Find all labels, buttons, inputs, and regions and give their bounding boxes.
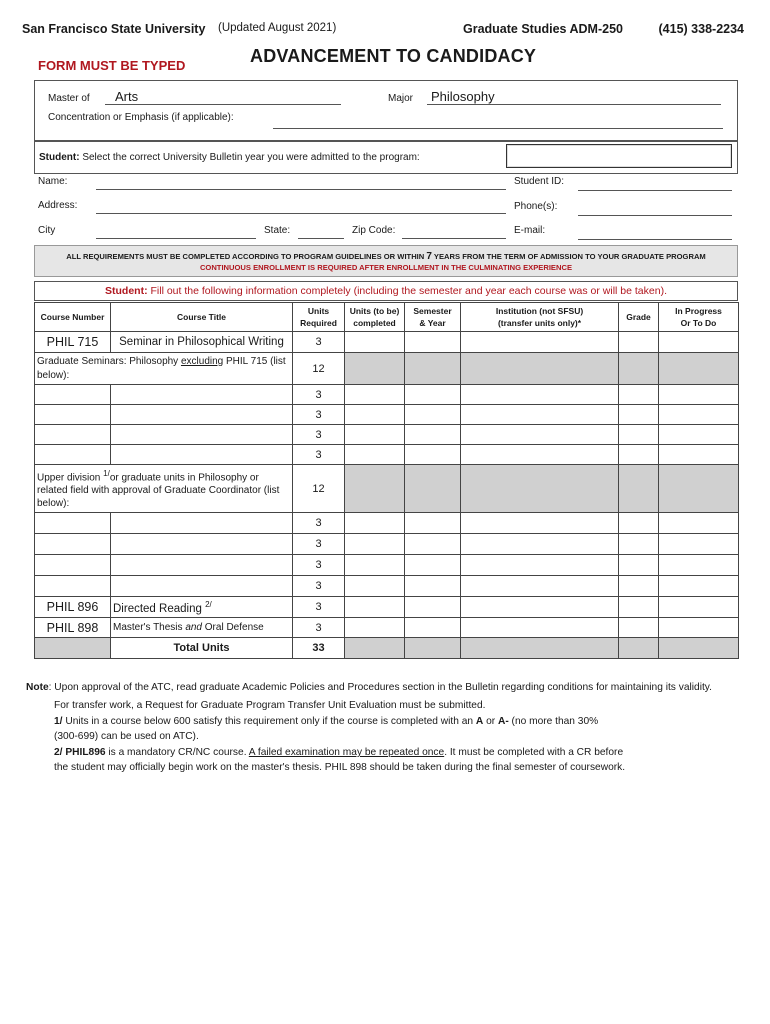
semester-cell[interactable] — [405, 576, 461, 597]
grad-seminars-description — [35, 353, 293, 385]
grade-cell[interactable] — [619, 405, 659, 425]
shaded-cell — [345, 465, 405, 513]
notice-years: 7 — [426, 251, 432, 262]
shaded-cell — [619, 638, 659, 659]
table-row-grad-seminars — [35, 353, 739, 385]
institution-cell[interactable] — [461, 385, 619, 405]
semester-cell[interactable] — [405, 445, 461, 465]
units-required-cell: 3 — [293, 445, 345, 465]
page-title: ADVANCEMENT TO CANDIDACY — [250, 46, 537, 66]
table-row — [35, 425, 739, 445]
table-row — [35, 555, 739, 576]
table-row-total — [35, 638, 739, 659]
course-title-cell: Seminar in Philosophical Writing — [111, 332, 293, 353]
course-title-cell[interactable] — [111, 425, 293, 445]
name-field[interactable] — [96, 189, 506, 190]
units-required-cell: 3 — [293, 534, 345, 555]
upper-division-text-a: Upper division — [37, 472, 104, 484]
in-progress-cell[interactable] — [659, 385, 739, 405]
course-title-cell — [111, 597, 293, 618]
units-required-cell: 3 — [293, 405, 345, 425]
semester-cell[interactable] — [405, 405, 461, 425]
grad-seminars-text-b: PHIL 715 (list below): — [37, 355, 286, 381]
grade-cell[interactable] — [619, 576, 659, 597]
header-units-completed-2: completed — [353, 318, 396, 328]
shaded-cell — [345, 353, 405, 385]
footnote-2-mark: 2/ — [54, 747, 63, 758]
units-required-cell: 12 — [293, 465, 345, 513]
shaded-cell — [405, 638, 461, 659]
grade-cell[interactable] — [619, 332, 659, 353]
table-row — [35, 405, 739, 425]
notice-text-a: ALL REQUIREMENTS MUST BE COMPLETED ACCORDING TO PROGRAM GUIDELINES OR WITHIN — [66, 252, 427, 261]
zip-label: Zip Code: — [352, 225, 396, 236]
table-row-upper-division — [35, 465, 739, 513]
semester-cell[interactable] — [405, 513, 461, 534]
footnote-1-text-a: Units in a course below 600 satisfy this requirement only if the course is completed with an — [62, 716, 476, 727]
in-progress-cell[interactable] — [659, 405, 739, 425]
course-number-cell[interactable] — [35, 534, 111, 555]
shaded-cell — [345, 638, 405, 659]
course-title-cell[interactable] — [111, 576, 293, 597]
units-completed-cell[interactable] — [345, 405, 405, 425]
major-label: Major — [388, 93, 414, 104]
page-header — [22, 22, 744, 40]
header-institution-1: Institution (not SFSU) — [495, 306, 584, 316]
in-progress-cell[interactable] — [659, 425, 739, 445]
course-number-cell[interactable] — [35, 405, 111, 425]
note-label: Note — [26, 682, 49, 693]
bulletin-label — [39, 152, 420, 163]
shaded-cell — [619, 465, 659, 513]
units-completed-cell[interactable] — [345, 576, 405, 597]
in-progress-cell[interactable] — [659, 534, 739, 555]
master-of-field-line — [105, 104, 341, 105]
note-text: : Upon approval of the ATC, read graduate Academic Policies and Procedures section in the Bulletin regarding conditions for maintaining its validity. — [48, 682, 712, 693]
bulletin-text: Select the correct University Bulletin year you were admitted to the program: — [82, 152, 420, 163]
units-required-cell: 12 — [293, 353, 345, 385]
grade-cell[interactable] — [619, 513, 659, 534]
institution-cell[interactable] — [461, 332, 619, 353]
header-units-required — [293, 303, 345, 332]
institution-cell[interactable] — [461, 618, 619, 638]
table-instructions — [34, 281, 738, 301]
units-required-cell: 3 — [293, 425, 345, 445]
grade-cell[interactable] — [619, 618, 659, 638]
units-required-cell: 3 — [293, 555, 345, 576]
major-field-line — [427, 104, 721, 105]
upper-division-description — [35, 465, 293, 513]
in-progress-cell[interactable] — [659, 618, 739, 638]
name-label: Name: — [38, 176, 68, 187]
units-completed-cell[interactable] — [345, 618, 405, 638]
grade-cell[interactable] — [619, 425, 659, 445]
footnote-1-grade-a: A — [475, 716, 484, 727]
header-in-progress-2: Or To Do — [680, 318, 717, 328]
total-units-value: 33 — [293, 638, 345, 659]
continuous-enrollment-line: CONTINUOUS ENROLLMENT IS REQUIRED AFTER ENROLLMENT IN THE CULMINATING EXPERIENCE — [199, 263, 573, 272]
semester-cell[interactable] — [405, 425, 461, 445]
units-completed-cell[interactable] — [345, 513, 405, 534]
institution-cell[interactable] — [461, 576, 619, 597]
in-progress-cell[interactable] — [659, 332, 739, 353]
footnote-1-text-b: (no more than 30% — [508, 716, 599, 727]
header-units-required-1: Units — [307, 306, 330, 316]
bulletin-student-prefix: Student: — [39, 152, 80, 163]
units-required-cell: 3 — [293, 332, 345, 353]
updated-date: (Updated August 2021) — [218, 22, 337, 34]
grade-cell[interactable] — [619, 555, 659, 576]
semester-cell[interactable] — [405, 618, 461, 638]
state-field[interactable] — [298, 238, 344, 239]
grade-cell[interactable] — [619, 597, 659, 618]
semester-cell[interactable] — [405, 534, 461, 555]
header-units-completed-1: Units (to be) — [349, 306, 400, 316]
in-progress-cell[interactable] — [659, 555, 739, 576]
course-number-cell[interactable] — [35, 445, 111, 465]
city-label: City — [38, 225, 56, 236]
table-row — [35, 385, 739, 405]
header-course-title: Course Title — [111, 303, 293, 332]
zip-field[interactable] — [402, 238, 506, 239]
course-number-cell[interactable] — [35, 513, 111, 534]
requirements-line-1 — [35, 251, 737, 262]
grade-cell[interactable] — [619, 385, 659, 405]
form-id: Graduate Studies ADM-250 — [463, 22, 623, 36]
master-of-value[interactable]: Arts — [115, 89, 139, 104]
course-number-cell: PHIL 898 — [35, 618, 111, 638]
units-completed-cell[interactable] — [345, 445, 405, 465]
header-institution-2: (transfer units only)* — [497, 318, 582, 328]
table-row — [35, 576, 739, 597]
units-completed-cell[interactable] — [345, 534, 405, 555]
table-row-phil898 — [35, 618, 739, 638]
footnote-1-ref: 1/ — [103, 468, 110, 478]
grad-seminars-excluding: excluding — [180, 355, 224, 367]
table-row-phil896 — [35, 597, 739, 618]
course-title-cell[interactable] — [111, 534, 293, 555]
course-number-cell[interactable] — [35, 425, 111, 445]
footnote-1-grade-a-minus: A- — [497, 716, 509, 727]
university-name: San Francisco State University — [22, 22, 206, 36]
footnote-1-or: or — [483, 716, 498, 727]
course-number-cell[interactable] — [35, 555, 111, 576]
requirements-notice — [34, 245, 738, 277]
grade-cell[interactable] — [619, 534, 659, 555]
phones-field[interactable] — [578, 215, 732, 216]
shaded-cell — [659, 638, 739, 659]
units-completed-cell[interactable] — [345, 385, 405, 405]
concentration-label: Concentration or Emphasis (if applicable): — [48, 112, 234, 123]
course-title-cell[interactable] — [111, 385, 293, 405]
units-required-cell: 3 — [293, 385, 345, 405]
grad-seminars-text-a: Graduate Seminars: Philosophy — [37, 355, 181, 367]
institution-cell[interactable] — [461, 597, 619, 618]
shaded-cell — [405, 465, 461, 513]
course-number-cell[interactable] — [35, 576, 111, 597]
table-row — [35, 534, 739, 555]
phil898-title-and: and — [185, 622, 202, 633]
master-of-label: Master of — [48, 93, 90, 104]
transfer-note: For transfer work, a Request for Graduate Program Transfer Unit Evaluation must be submitted. — [54, 700, 486, 711]
units-required-cell: 3 — [293, 618, 345, 638]
course-title-cell — [111, 618, 293, 638]
institution-cell[interactable] — [461, 425, 619, 445]
course-title-cell[interactable] — [111, 405, 293, 425]
student-id-label: Student ID: — [514, 176, 565, 187]
header-semester-2: & Year — [419, 318, 446, 328]
in-progress-cell[interactable] — [659, 597, 739, 618]
in-progress-cell[interactable] — [659, 576, 739, 597]
bulletin-year-input[interactable] — [506, 144, 732, 168]
shaded-cell — [35, 638, 111, 659]
institution-cell[interactable] — [461, 513, 619, 534]
footnote-1 — [54, 714, 598, 729]
concentration-field-line — [273, 128, 723, 129]
units-required-cell: 3 — [293, 576, 345, 597]
shaded-cell — [619, 353, 659, 385]
in-progress-cell[interactable] — [659, 513, 739, 534]
footnote-2-cont: the student may officially begin work on the master's thesis. PHIL 898 should be taken during the final semester of coursework. — [54, 762, 626, 773]
instructions-prefix: Student: — [105, 285, 148, 297]
phones-label: Phone(s): — [514, 201, 558, 212]
address-field[interactable] — [96, 213, 506, 214]
footnote-2-text-b: . It must be completed with a CR before — [444, 747, 624, 758]
header-semester-1: Semester — [413, 306, 452, 316]
units-completed-cell[interactable] — [345, 332, 405, 353]
footnote-2-course: PHIL896 — [62, 747, 106, 758]
notice-text-b: YEARS FROM THE TERM OF ADMISSION TO YOUR GRADUATE PROGRAM — [431, 252, 706, 261]
units-completed-cell[interactable] — [345, 555, 405, 576]
units-required-cell: 3 — [293, 513, 345, 534]
phone-number: (415) 338-2234 — [658, 22, 744, 36]
course-table — [34, 302, 739, 659]
footnote-2-ref: 2/ — [205, 599, 212, 609]
footnote-2 — [54, 745, 623, 760]
degree-section — [34, 80, 738, 141]
course-title-cell[interactable] — [111, 445, 293, 465]
note-paragraph — [26, 680, 712, 695]
header-institution — [461, 303, 619, 332]
semester-cell[interactable] — [405, 385, 461, 405]
header-units-completed — [345, 303, 405, 332]
header-course-number: Course Number — [35, 303, 111, 332]
course-number-cell: PHIL 715 — [35, 332, 111, 353]
institution-cell[interactable] — [461, 405, 619, 425]
form-must-be-typed-notice: FORM MUST BE TYPED — [38, 58, 186, 73]
student-id-field[interactable] — [578, 190, 732, 191]
semester-cell[interactable] — [405, 332, 461, 353]
semester-cell[interactable] — [405, 555, 461, 576]
shaded-cell — [659, 353, 739, 385]
header-units-required-2: Required — [300, 318, 337, 328]
footnote-1-mark: 1/ — [54, 716, 63, 727]
shaded-cell — [461, 638, 619, 659]
shaded-cell — [405, 353, 461, 385]
table-header-row — [35, 303, 739, 332]
units-completed-cell[interactable] — [345, 425, 405, 445]
institution-cell[interactable] — [461, 534, 619, 555]
course-number-cell: PHIL 896 — [35, 597, 111, 618]
shaded-cell — [461, 353, 619, 385]
institution-cell[interactable] — [461, 555, 619, 576]
footnote-2-text-a: is a mandatory CR/NC course. — [105, 747, 249, 758]
phil898-title-a: Master's Thesis — [113, 622, 186, 633]
instructions-text: Fill out the following information completely (including the semester and year each course was or will be taken). — [147, 285, 667, 297]
table-row — [35, 445, 739, 465]
course-title-cell[interactable] — [111, 513, 293, 534]
shaded-cell — [461, 465, 619, 513]
phil898-title-b: Oral Defense — [202, 622, 264, 633]
table-row — [35, 513, 739, 534]
in-progress-cell[interactable] — [659, 445, 739, 465]
institution-cell[interactable] — [461, 445, 619, 465]
units-completed-cell[interactable] — [345, 597, 405, 618]
major-value[interactable]: Philosophy — [431, 89, 495, 104]
city-field[interactable] — [96, 238, 256, 239]
grade-cell[interactable] — [619, 445, 659, 465]
course-number-cell[interactable] — [35, 385, 111, 405]
email-field[interactable] — [578, 239, 732, 240]
course-title-cell[interactable] — [111, 555, 293, 576]
header-in-progress — [659, 303, 739, 332]
email-label: E-mail: — [514, 225, 546, 236]
phil896-title: Directed Reading — [113, 602, 206, 615]
address-label: Address: — [38, 200, 78, 211]
total-units-label: Total Units — [111, 638, 293, 659]
footnote-2-underlined: A failed examination may be repeated once — [248, 747, 445, 758]
footnote-1-cont: (300-699) can be used on ATC). — [54, 731, 199, 742]
header-in-progress-1: In Progress — [675, 306, 722, 316]
semester-cell[interactable] — [405, 597, 461, 618]
units-required-cell: 3 — [293, 597, 345, 618]
upper-division-text-b: or graduate units in Philosophy or related field with approval of Graduate Coordinator (list below): — [37, 472, 280, 510]
header-grade: Grade — [619, 303, 659, 332]
header-semester-year — [405, 303, 461, 332]
shaded-cell — [659, 465, 739, 513]
state-label: State: — [264, 225, 291, 236]
table-row-phil715 — [35, 332, 739, 353]
